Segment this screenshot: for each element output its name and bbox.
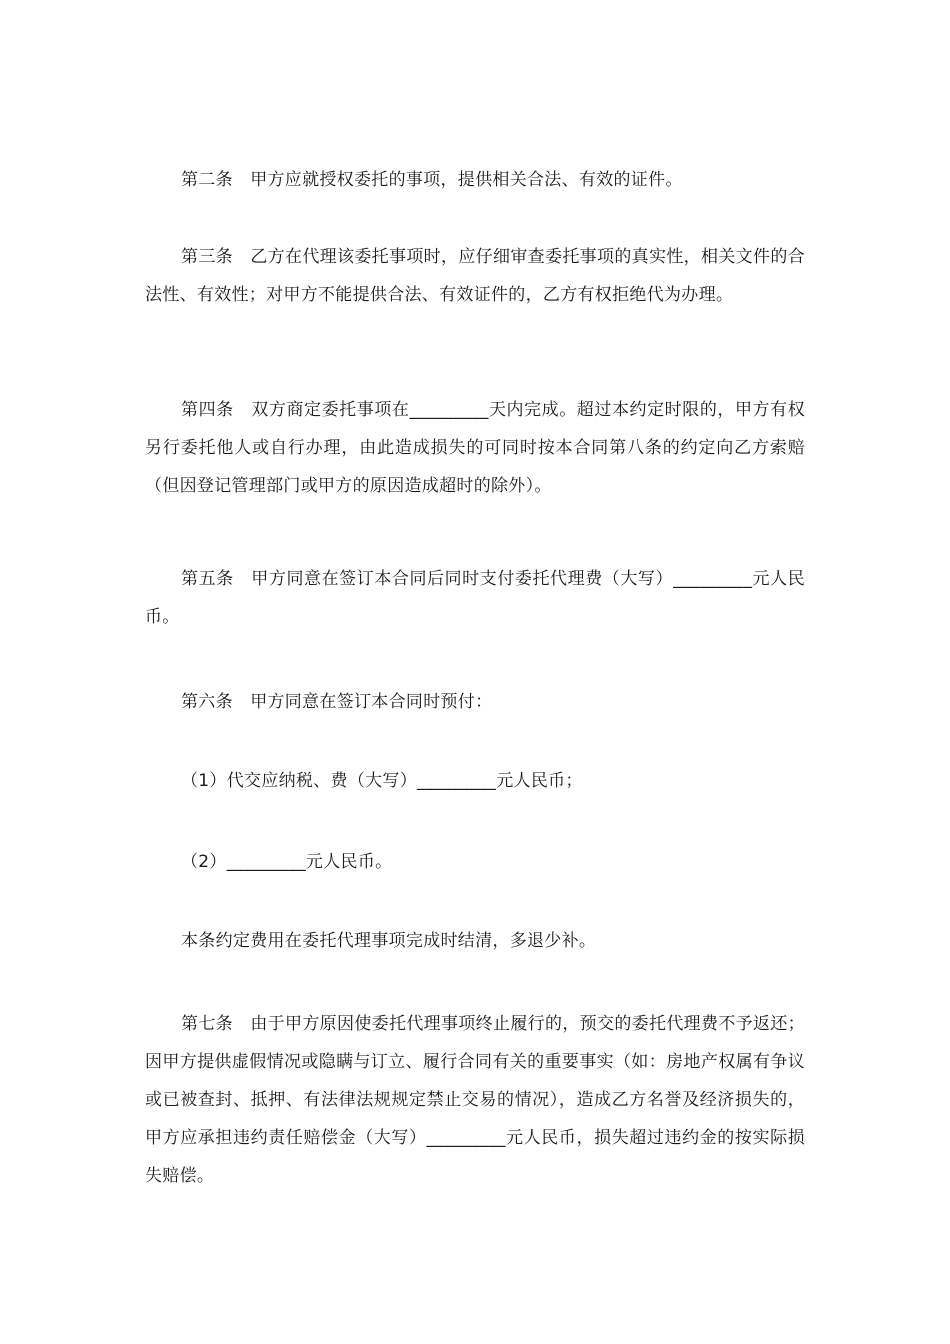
article-7: 第七条 由于甲方原因使委托代理事项终止履行的，预交的委托代理费不予返还；因甲方提供虚假情况或隐瞒与订立、履行合同有关的重要事实（如：房地产权属有争议或已被查封、抵押、有法律法规规定禁止交易的情况），造成乙方名誉及经济损失的，甲方应承担违约责任赔偿金（大写）_________元人民币，损失超过违约金的按实际损失赔偿。 xyxy=(145,1014,805,1186)
article-6-item-1: （1）代交应纳税、费（大写）_________元人民币； xyxy=(181,771,583,791)
article-2: 第二条 甲方应就授权委托的事项，提供相关合法、有效的证件。 xyxy=(181,170,683,190)
article-6: 第六条 甲方同意在签订本合同时预付： xyxy=(181,692,493,712)
article-3: 第三条 乙方在代理该委托事项时，应仔细审查委托事项的真实性，相关文件的合法性、有效性；对甲方不能提供合法、有效证件的，乙方有权拒绝代为办理。 xyxy=(145,247,805,305)
article-6-item-2: （2）_________元人民币。 xyxy=(181,852,393,872)
article-5: 第五条 甲方同意在签订本合同后同时支付委托代理费（大写）_________元人民币。 xyxy=(145,569,805,627)
article-6-settlement: 本条约定费用在委托代理事项完成时结清，多退少补。 xyxy=(181,931,597,951)
article-4: 第四条 双方商定委托事项在_________天内完成。超过本约定时限的，甲方有权另行委托他人或自行办理，由此造成损失的可同时按本合同第八条的约定向乙方索赔（但因登记管理部门或甲方的原因造成超时的除外）。 xyxy=(145,400,805,496)
